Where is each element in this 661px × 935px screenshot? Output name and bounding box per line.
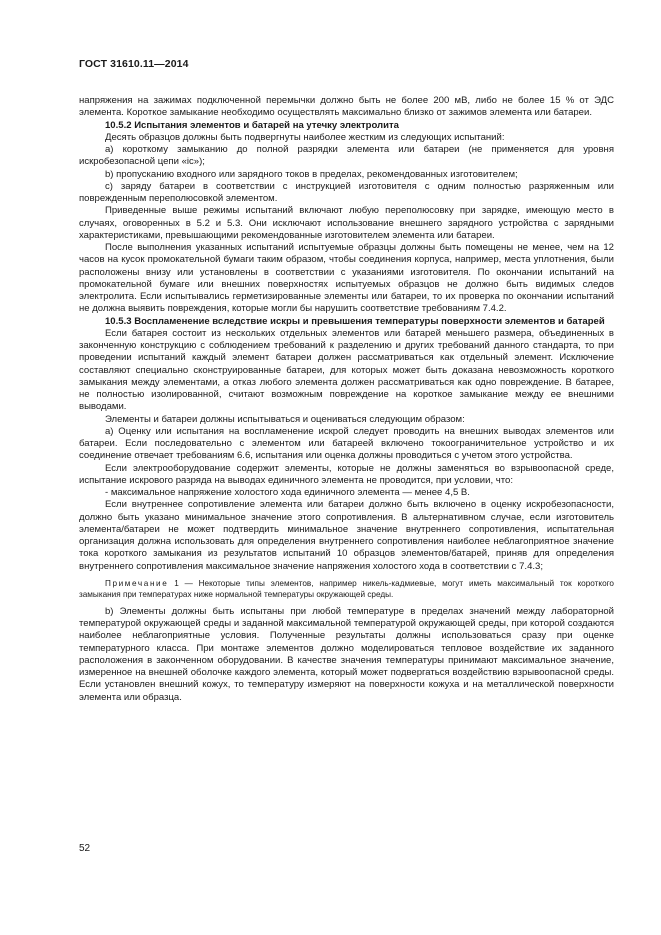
section-heading: 10.5.2 Испытания элементов и батарей на утечку электролита (105, 119, 399, 131)
paragraph: Приведенные выше режимы испытаний включают любую переполюсовку при зарядке, имеющую место в случаях, оговоренных в 5.2 и 5.3. Они исключают использование внешнего зарядного устройства с зарядными характеристиками, превышающими рекомендованные изготовителем элемента или батареи. (79, 205, 614, 241)
paragraph: Если батарея состоит из нескольких отдельных элементов или батарей меньшего размера, объединенных в законченную конструкцию с соблюдением требований к разделению и других требований данного стандарта, то при проведении испытаний каждый элемент батареи должен рассматриваться как отдельный элемент. Исключение составляют специально сконструированные батареи, для которых может быть доказана невозможность короткого замыкания между элементами, а отказ любого элемента должен рассматриваться как одно повреждение. В батарее, не полностью изолированной, считают возможным повреждение на короткое замыкание между ее внешними выводами. (79, 327, 614, 413)
section-heading: 10.5.3 Воспламенение вследствие искры и превышения температуры поверхности элементов и батарей (105, 315, 605, 327)
list-item: b) Элементы должны быть испытаны при любой температуре в пределах значений между лабораторной температурой окружающей среды и заданной максимальной температурой окружающей среды, при которой создаются наиболее неблагоприятные условия. Полученные результаты должны использоваться сразу при оценке температурного класса. При монтаже элементов должно моделироваться тепловое воздействие их заданного расположения в законченном оборудовании. В качестве значения температуры принимают максимальное значение, измеренное на внешней оболочке каждого элемента, который может подвергаться воздействию взрывоопасной среды. Если установлен внешний кожух, то температуру измеряют на поверхности кожуха и на металлической поверхности элемента или образца. (79, 605, 614, 703)
paragraph: После выполнения указанных испытаний испытуемые образцы должны быть помещены не менее, чем на 12 часов на кусок промокательной бумаги таким образом, чтобы соединения корпуса, например, места уплотнения, были расположены внизу или установлены в соответствии с указаниями изготовителя. По окончании испытаний на промокательной бумаге или внешних поверхностях испытуемых образцов не должно быть видимых следов электролита. Если испытывались герметизированные элементы или батареи, то их проверка по окончании испытаний не должна выявить повреждения, которые могли бы нарушить соответствие требованиям 7.4.2. (79, 242, 614, 315)
list-item: a) Оценку или испытания на воспламенение искрой следует проводить на внешних выводах элементов или батареи. Если последовательно с элементом или батареей включено токоограничительное устройство и их соединение отвечает требованиям 6.6, испытания или оценка должны проводиться с учетом этого устройства. (79, 425, 614, 462)
paragraph: Если внутреннее сопротивление элемента или батареи должно быть включено в оценку искробезопасности, должно быть указано минимальное значение этого сопротивления. В альтернативном случае, если изготовитель элемента/батареи не может подтвердить минимальное значение внутреннего сопротивления, испытательная организация должна использовать для определения внутреннего сопротивления наиболее неблагоприятное значение тока короткого замыкания из результатов испытаний 10 образцов элементов/батарей, приняв для определения внутреннего сопротивления максимальное значение напряжения холостого хода в соответствии с 7.4.3; (79, 499, 614, 572)
page-number: 52 (79, 843, 91, 854)
list-item: - максимальное напряжение холостого хода единичного элемента — менее 4,5 В. (105, 487, 470, 498)
note-text: 1 — Некоторые типы элементов, например никель-кадмиевые, могут иметь максимальный ток короткого замыкания при температурах ниже нормальной температуры окружающей среды. (79, 578, 614, 599)
note (79, 578, 614, 600)
paragraph: Элементы и батареи должны испытываться и оцениваться следующим образом: (105, 413, 465, 425)
note-label: Примечание (105, 578, 169, 588)
list-item: a) короткому замыканию до полной разрядки элемента или батареи (не применяется для уровня искробезопасной цепи «ic»); (79, 144, 614, 168)
paragraph: Десять образцов должны быть подвергнуты наиболее жестким из следующих испытаний: (105, 131, 505, 143)
document-header: ГОСТ 31610.11—2014 (79, 58, 189, 70)
paragraph: Если электрооборудование содержит элементы, которые не должны заменяться во взрывоопасной среде, испытание искрового разряда на выводах единичного элемента не проводится, при условии, что: (79, 462, 614, 486)
list-item: c) заряду батареи в соответствии с инструкцией изготовителя с одним полностью разряженным или поврежденным переполюсовкой элементом. (79, 180, 614, 204)
document-body (79, 95, 614, 704)
paragraph: напряжения на зажимах подключенной перемычки должно быть не более 200 мВ, либо не более 15 % от ЭДС элемента. Короткое замыкание необходимо осуществлять максимально близко от зажимов элемента или батареи. (79, 95, 614, 119)
list-item: b) пропусканию входного или зарядного токов в пределах, рекомендованных изготовителем; (105, 168, 518, 180)
